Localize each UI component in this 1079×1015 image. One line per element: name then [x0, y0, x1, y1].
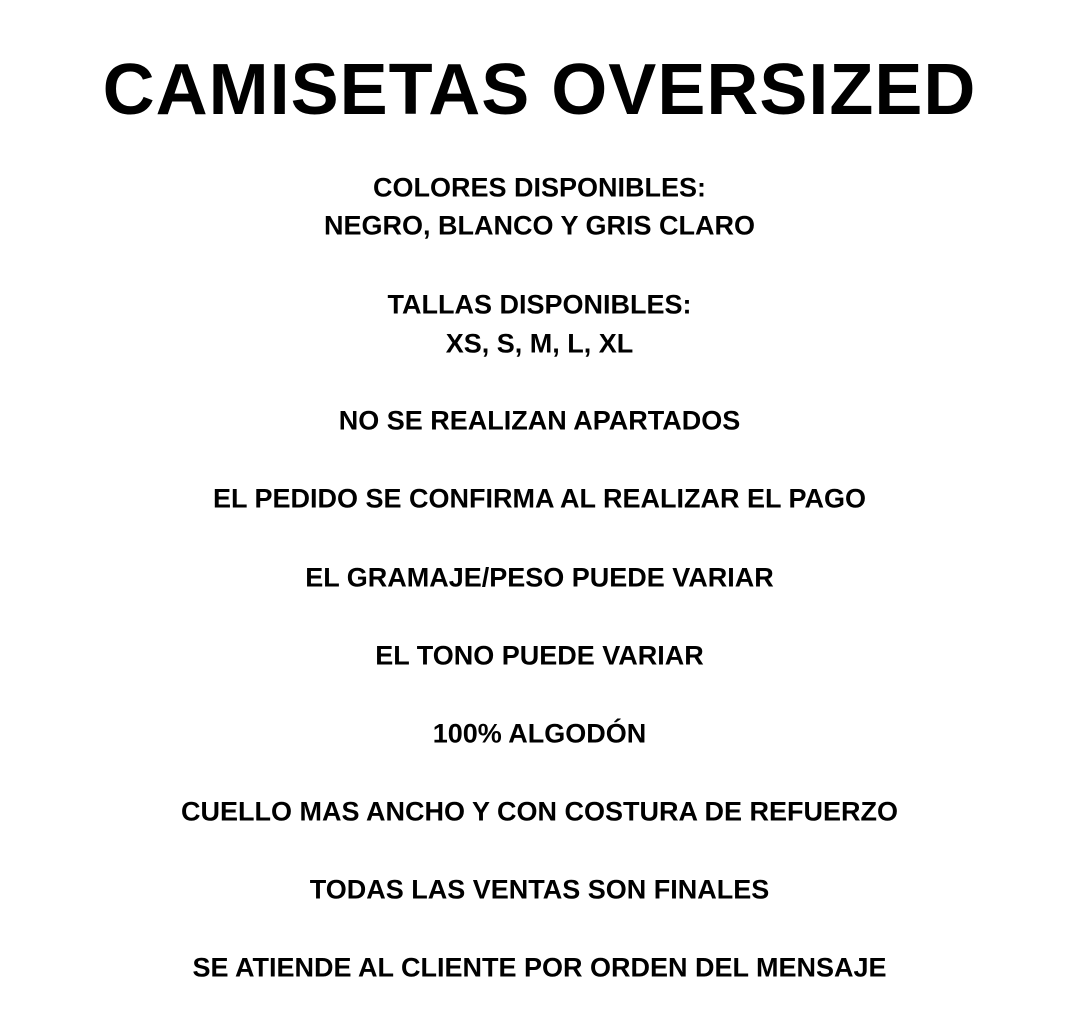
page-title: CAMISETAS OVERSIZED: [102, 50, 977, 130]
rule-payment-confirm: EL PEDIDO SE CONFIRMA AL REALIZAR EL PAGO: [212, 483, 867, 514]
colors-heading: COLORES DISPONIBLES:: [372, 172, 707, 203]
rule-weight-varies: EL GRAMAJE/PESO PUEDE VARIAR: [305, 562, 774, 593]
sizes-heading: TALLAS DISPONIBLES:: [387, 289, 692, 320]
rule-message-order: SE ATIENDE AL CLIENTE POR ORDEN DEL MENSAJE: [192, 952, 887, 983]
rule-final-sales: TODAS LAS VENTAS SON FINALES: [309, 874, 770, 905]
sizes-value: XS, S, M, L, XL: [445, 328, 634, 359]
rule-collar: CUELLO MAS ANCHO Y CON COSTURA DE REFUERZO: [180, 796, 899, 827]
rule-tone-varies: EL TONO PUEDE VARIAR: [375, 640, 704, 671]
rule-no-layaway: NO SE REALIZAN APARTADOS: [338, 405, 741, 436]
rule-cotton: 100% ALGODÓN: [432, 718, 647, 749]
colors-value: NEGRO, BLANCO Y GRIS CLARO: [323, 210, 756, 241]
